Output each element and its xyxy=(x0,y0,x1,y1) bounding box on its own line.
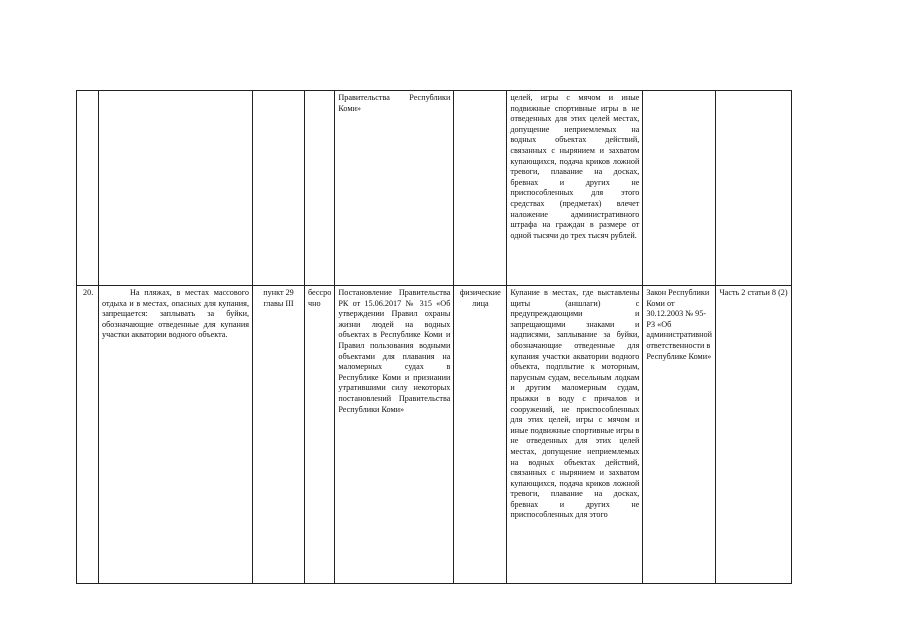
cell-law: Закон Республики Коми от 30.12.2003 № 95-РЗ «Об административной ответственности в Республике Коми» xyxy=(643,286,716,584)
table-row xyxy=(77,286,792,584)
cell-article xyxy=(716,91,792,286)
table-row xyxy=(77,91,792,286)
regulation-table xyxy=(76,90,792,584)
cell-requirement: На пляжах, в местах массового отдыха и в местах, опасных для купания, запрещается: заплывать за буйки, обозначающие отведенные для купания участки акватории водного объекта. xyxy=(99,286,253,584)
cell-disposition: Купание в местах, где выставлены щиты (аншлаги) с предупреждающими и запрещающими знаками и надписями, заплывание за буйки, обозначающие отведенные для купания участки акватории водного объекта, подплытие к моторным, парусным судам, весельным лодкам и другим маломерным судам, прыжки в воду с причалов и сооружений, не приспособленных для этих целей, игры с мячом и иные подвижные спортивные игры в не отведенных для этих целей местах, допущение неприемлемых на водных объектах действий, связанных с нырянием и захватом купающихся, подача криков ложной тревоги, плавание на досках, бревнах и других не приспособленных для этого xyxy=(507,286,643,584)
cell-term: бессро чно xyxy=(305,286,335,584)
cell-item: пункт 29 главы III xyxy=(253,286,305,584)
cell-disposition: целей, игры с мячом и иные подвижные спортивные игры в не отведенных для этих целей местах, допущение неприемлемых на водных объектах действий, связанных с нырянием и захватом купающихся, подача криков ложной тревоги, плавание на досках, бревнах и других не приспособленных для этого средствах (предметах) влечет наложение административного штрафа на граждан в размере от одной тысячи до трех тысяч рублей. xyxy=(507,91,643,286)
cell-act: Правительства Республики Коми» xyxy=(335,91,454,286)
cell-term xyxy=(305,91,335,286)
cell-item xyxy=(253,91,305,286)
cell-number: 20. xyxy=(77,286,99,584)
cell-requirement xyxy=(99,91,253,286)
cell-number xyxy=(77,91,99,286)
cell-subjects: физические лица xyxy=(454,286,507,584)
cell-article: Часть 2 статьи 8 (2) xyxy=(716,286,792,584)
cell-subjects xyxy=(454,91,507,286)
cell-law xyxy=(643,91,716,286)
cell-act: Постановление Правительства РК от 15.06.2017 № 315 «Об утверждении Правил охраны жизни людей на водных объектах в Республике Коми и Правил пользования водными объектами для плавания на маломерных судах в Республике Коми и признании утратившими силу некоторых постановлений Правительства Республики Коми» xyxy=(335,286,454,584)
